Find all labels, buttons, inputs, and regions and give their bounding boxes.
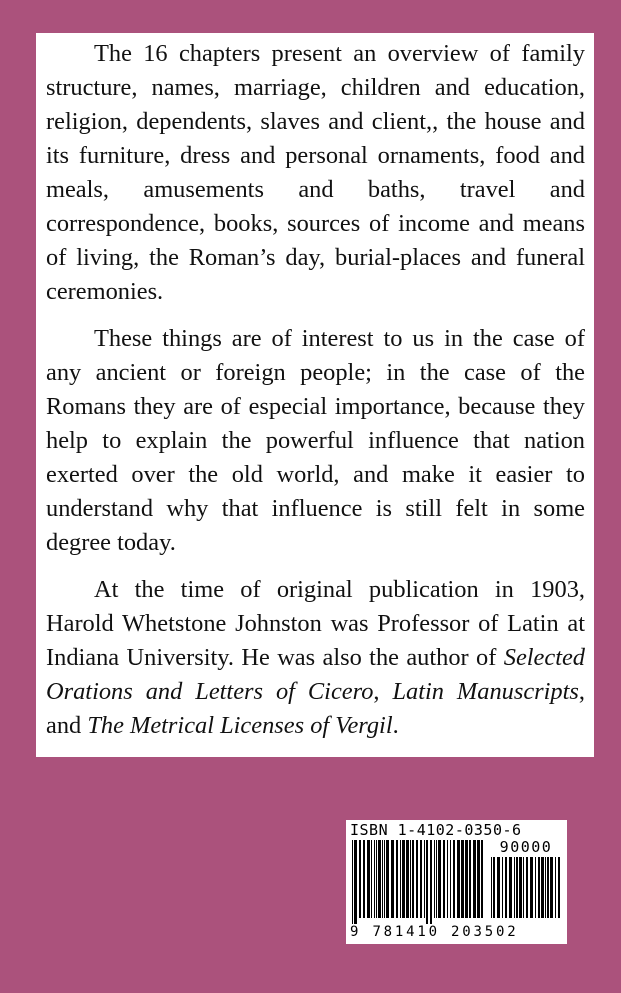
barcode-bar bbox=[438, 840, 441, 918]
barcode-bar bbox=[354, 840, 357, 924]
barcode-bar bbox=[363, 840, 365, 918]
barcode-bar bbox=[424, 840, 425, 918]
barcode-bar bbox=[371, 840, 372, 918]
barcode-bar bbox=[558, 857, 560, 918]
barcode-bar bbox=[378, 840, 381, 918]
barcode-bar bbox=[457, 840, 460, 918]
barcode-bar bbox=[545, 857, 546, 918]
barcode-bar bbox=[436, 840, 437, 918]
barcode-bar bbox=[376, 840, 377, 918]
book-title-latin-manuscripts: Latin Manuscripts bbox=[392, 678, 579, 705]
description-panel bbox=[36, 33, 594, 757]
barcode-bar bbox=[382, 840, 383, 918]
barcode-bar bbox=[391, 840, 394, 918]
description-paragraph-3 bbox=[46, 573, 585, 743]
barcode-bar bbox=[402, 840, 405, 918]
barcode-bar bbox=[509, 857, 512, 918]
barcode-bar bbox=[547, 857, 549, 918]
barcode-bar bbox=[516, 857, 518, 918]
barcode-bar bbox=[352, 840, 353, 924]
barcode-bar bbox=[447, 840, 448, 918]
barcode-bar bbox=[410, 840, 411, 918]
price-addon-digits: 90000 bbox=[499, 838, 553, 856]
barcode-bar bbox=[400, 840, 401, 918]
barcode-bar bbox=[443, 840, 445, 918]
barcode-bar bbox=[491, 857, 492, 918]
barcode-bar bbox=[505, 857, 507, 918]
barcode-bar bbox=[493, 857, 495, 918]
barcode-bar bbox=[453, 840, 455, 918]
barcode-bar bbox=[502, 857, 503, 918]
barcode-bar bbox=[550, 857, 553, 918]
barcode-bar bbox=[367, 840, 370, 918]
barcode-bar bbox=[434, 840, 435, 918]
barcode-bar bbox=[384, 840, 385, 918]
barcode-bar bbox=[469, 840, 471, 918]
barcode-bar bbox=[406, 840, 409, 918]
barcode-bar bbox=[538, 857, 540, 918]
barcode-bar bbox=[461, 840, 464, 918]
barcode-bar bbox=[465, 840, 468, 918]
barcode-bar bbox=[530, 857, 533, 918]
description-paragraph-1: The 16 chapters present an overview of family structure, names, marriage, children and education, religion, dependents, slaves and client,, the house and its furniture, dress and personal ornaments, food and meals, amusements and baths, travel and correspondence, books, sources of income and means of living, the Roman’s day, burial-places and funeral ceremonies. bbox=[46, 40, 585, 305]
barcode-bar bbox=[450, 840, 451, 918]
barcode-bar bbox=[386, 840, 389, 918]
barcode-bar bbox=[426, 840, 428, 924]
barcode-bar bbox=[416, 840, 418, 918]
barcode-bar bbox=[396, 840, 398, 918]
barcode-bar bbox=[514, 857, 515, 918]
ean-digits: 9 781410 203502 bbox=[350, 924, 519, 940]
barcode-bar bbox=[359, 840, 361, 918]
book-title-metrical-licenses: The Metrical Licenses of Vergil bbox=[87, 712, 393, 739]
ean-barcode-bars bbox=[352, 840, 485, 924]
barcode-bar bbox=[523, 857, 524, 918]
barcode-bar bbox=[541, 857, 544, 918]
barcode-bar bbox=[477, 840, 480, 918]
description-paragraph-2: These things are of interest to us in the case of any ancient or foreign people; in the case of the Romans they are of especial importance, because they help to explain the powerful influence that nation exerted over the old world, and make it easier to understand why that influence is still felt in some degree today. bbox=[46, 325, 585, 556]
closing-period: . bbox=[392, 712, 399, 739]
isbn-label: ISBN 1-4102-0350-6 bbox=[350, 821, 522, 839]
author-bio-text: At the time of original publication in 1903, Harold Whetstone Johnston was Professor of Latin at Indiana University. He was also the author of bbox=[46, 576, 585, 671]
barcode-bar bbox=[555, 857, 556, 918]
separator-text: , and bbox=[46, 678, 585, 739]
barcode-bar bbox=[374, 840, 375, 918]
book-title-cicero: Selected Orations and Letters of Cicero bbox=[46, 644, 585, 705]
barcode-bar bbox=[526, 857, 528, 918]
barcode-bar bbox=[420, 840, 422, 918]
separator-text: , bbox=[373, 678, 393, 705]
barcode-bar bbox=[430, 840, 432, 924]
barcode-bar bbox=[412, 840, 414, 918]
barcode-bar bbox=[535, 857, 536, 918]
price-addon-bars bbox=[491, 857, 561, 924]
barcode-bar bbox=[481, 840, 483, 918]
barcode-bar bbox=[519, 857, 522, 918]
barcode-bar bbox=[497, 857, 500, 918]
isbn-barcode bbox=[346, 820, 567, 944]
barcode-bar bbox=[473, 840, 476, 918]
